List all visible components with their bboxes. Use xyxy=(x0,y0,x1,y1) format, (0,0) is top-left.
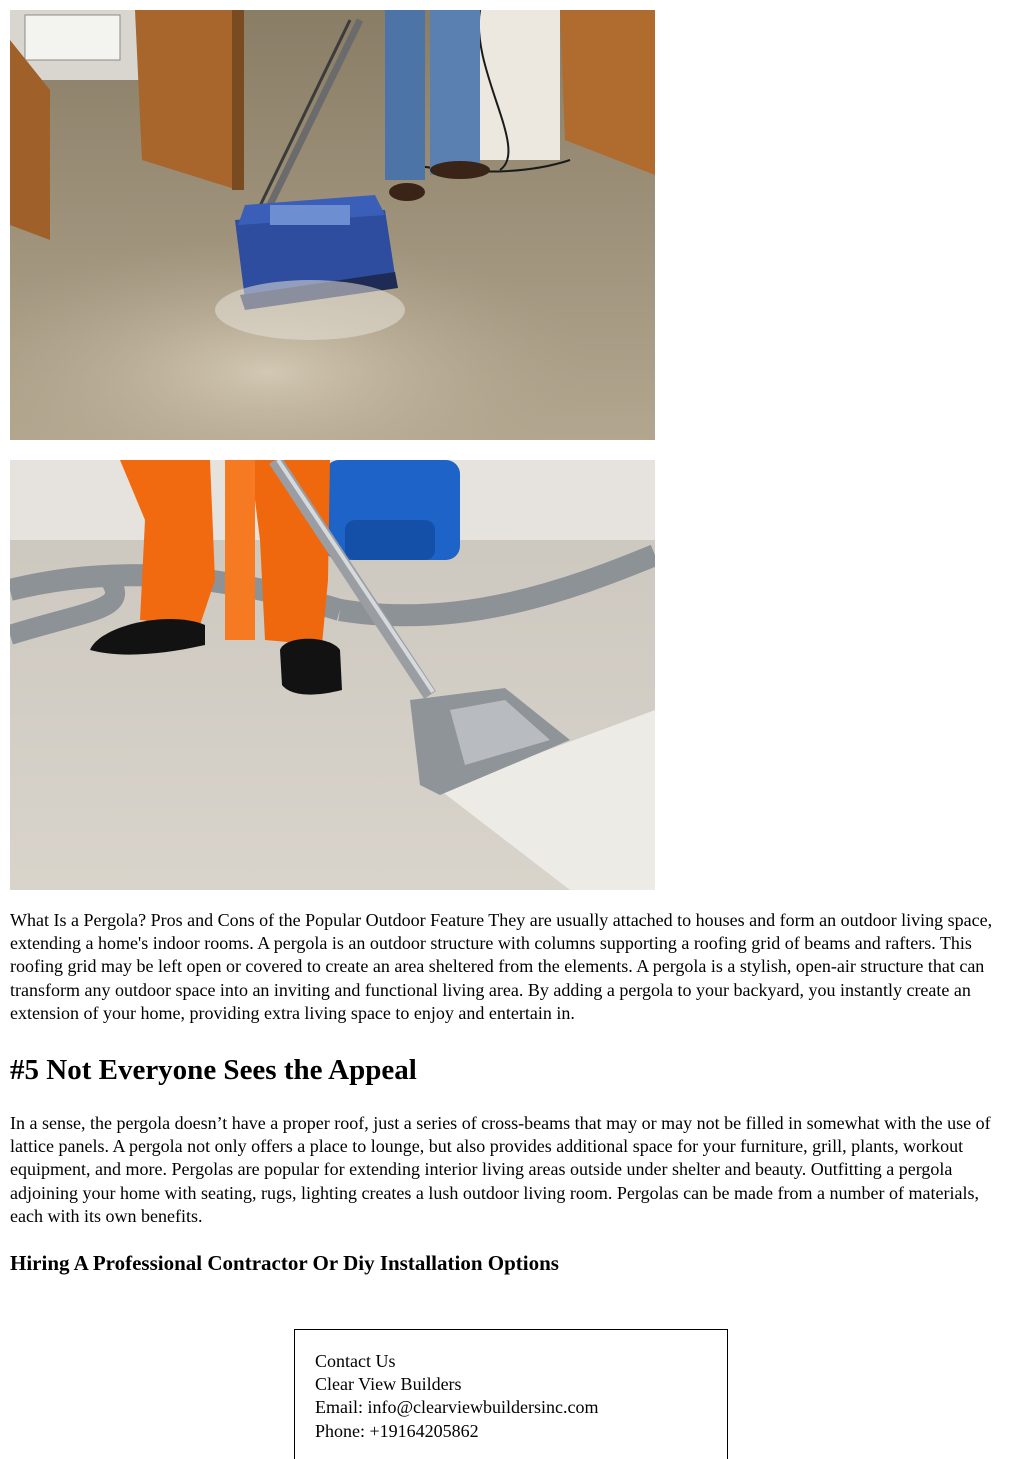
carpet-steam-wand-photo xyxy=(10,460,655,890)
contact-email: Email: info@clearviewbuildersinc.com xyxy=(315,1397,599,1418)
contact-company: Clear View Builders xyxy=(315,1374,462,1395)
contact-title: Contact Us xyxy=(315,1351,396,1371)
sub-heading: Hiring A Professional Contractor Or Diy Installation Options xyxy=(10,1251,559,1276)
article-paragraph-1: What Is a Pergola? Pros and Cons of the Popular Outdoor Feature They are usually attached to houses and form an outdoor living space, extending a home's indoor rooms. A pergola is an outdoor structure with columns supporting a roofing grid of beams and rafters. This roofing grid may be left open or covered to create an area sheltered from the elements. A pergola is a stylish, open-air structure that can transform any outdoor space into an inviting and functional living area. By adding a pergola to your backyard, you instantly create an extension of your home, providing extra living space to enjoy and entertain in. xyxy=(10,910,993,1023)
carpet-cleaning-machine-photo xyxy=(10,10,655,440)
contact-box xyxy=(294,1329,728,1459)
article-paragraph-2: In a sense, the pergola doesn’t have a proper roof, just a series of cross-beams that may or may not be filled in somewhat with the use of lattice panels. A pergola not only offers a place to lounge, but also provides additional space for your furniture, grill, plants, workout equipment, and more. Pergolas are popular for extending interior living areas outside under shelter and beauty. Outfitting a pergola adjoining your home with seating, rugs, lighting creates a lush outdoor living room. Pergolas can be made from a number of materials, each with its own benefits. xyxy=(10,1113,991,1226)
article xyxy=(10,909,1014,1276)
contact-phone: Phone: +19164205862 xyxy=(315,1420,479,1441)
section-heading: #5 Not Everyone Sees the Appeal xyxy=(10,1054,417,1087)
